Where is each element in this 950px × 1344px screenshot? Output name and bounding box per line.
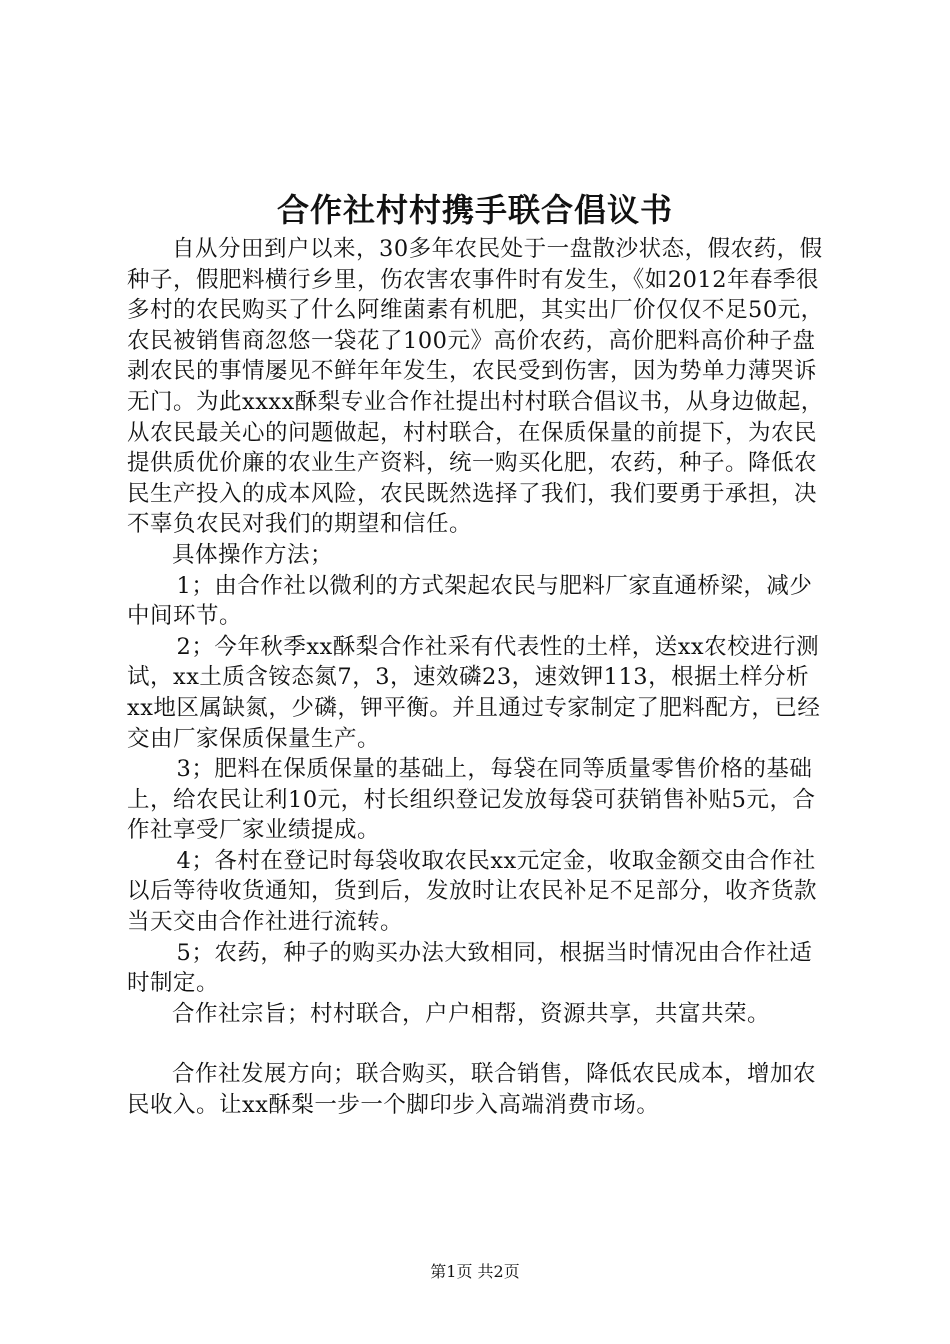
paragraph-purpose: 合作社宗旨；村村联合，户户相帮，资源共享，共富共荣。 xyxy=(172,1000,771,1027)
paragraph-item-3: 3；肥料在保质保量的基础上，每袋在同等质量零售价格的基础上，给农民让利10元，村长组织登记发放每袋可获销售补贴5元，合作社享受厂家业绩提成。 xyxy=(127,756,816,844)
page-number-footer: 第1页 共2页 xyxy=(430,1262,520,1281)
paragraph-item-1: 1；由合作社以微利的方式架起农民与肥料厂家直通桥梁，减少中间环节。 xyxy=(127,572,813,630)
paragraph-intro: 自从分田到户以来，30多年农民处于一盘散沙状态，假农药，假种子，假肥料横行乡里，伤农害农事件时有发生，《如2012年春季很多村的农民购买了什么阿维菌素有机肥，其实出厂价仅仅不足50元，农民被销售商忽悠一袋花了100元》高价农药，高价肥料高价种子盘剥农民的事情屡见不鲜年年发生，农民受到伤害，因为势单力薄哭诉无门。为此xxxx酥梨专业合作社提出村村联合倡议书，从身边做起，从农民最关心的问题做起，村村联合，在保质保量的前提下，为农民提供质优价廉的农业生产资料，统一购买化肥，农药，种子。降低农民生产投入的成本风险，农民既然选择了我们，我们要勇于承担，决不辜负农民对我们的期望和信任。 xyxy=(127,236,824,538)
document-title: 合作社村村携手联合倡议书 xyxy=(276,191,673,229)
paragraph-direction: 合作社发展方向；联合购买，联合销售，降低农民成本，增加农民收入。让xx酥梨一步一个脚印步入高端消费市场。 xyxy=(127,1061,817,1119)
paragraph-item-2: 2；今年秋季xx酥梨合作社采有代表性的土样，送xx农校进行测试，xx土质含铵态氮7，3，速效磷23，速效钾113，根据土样分析xx地区属缺氮，少磷，钾平衡。并且通过专家制定了肥料配方，已经交由厂家保质保量生产。 xyxy=(127,633,821,752)
document-body xyxy=(127,234,832,1121)
paragraph-item-5: 5；农药，种子的购买办法大致相同，根据当时情况由合作社适时制定。 xyxy=(127,939,813,997)
paragraph-method-heading: 具体操作方法； xyxy=(172,541,334,568)
paragraph-spacer xyxy=(127,1029,832,1059)
paragraph-item-4: 4；各村在登记时每袋收取农民xx元定金，收取金额交由合作社以后等待收货通知，货到后，发放时让农民补足不足部分，收齐货款当天交由合作社进行流转。 xyxy=(127,847,818,936)
